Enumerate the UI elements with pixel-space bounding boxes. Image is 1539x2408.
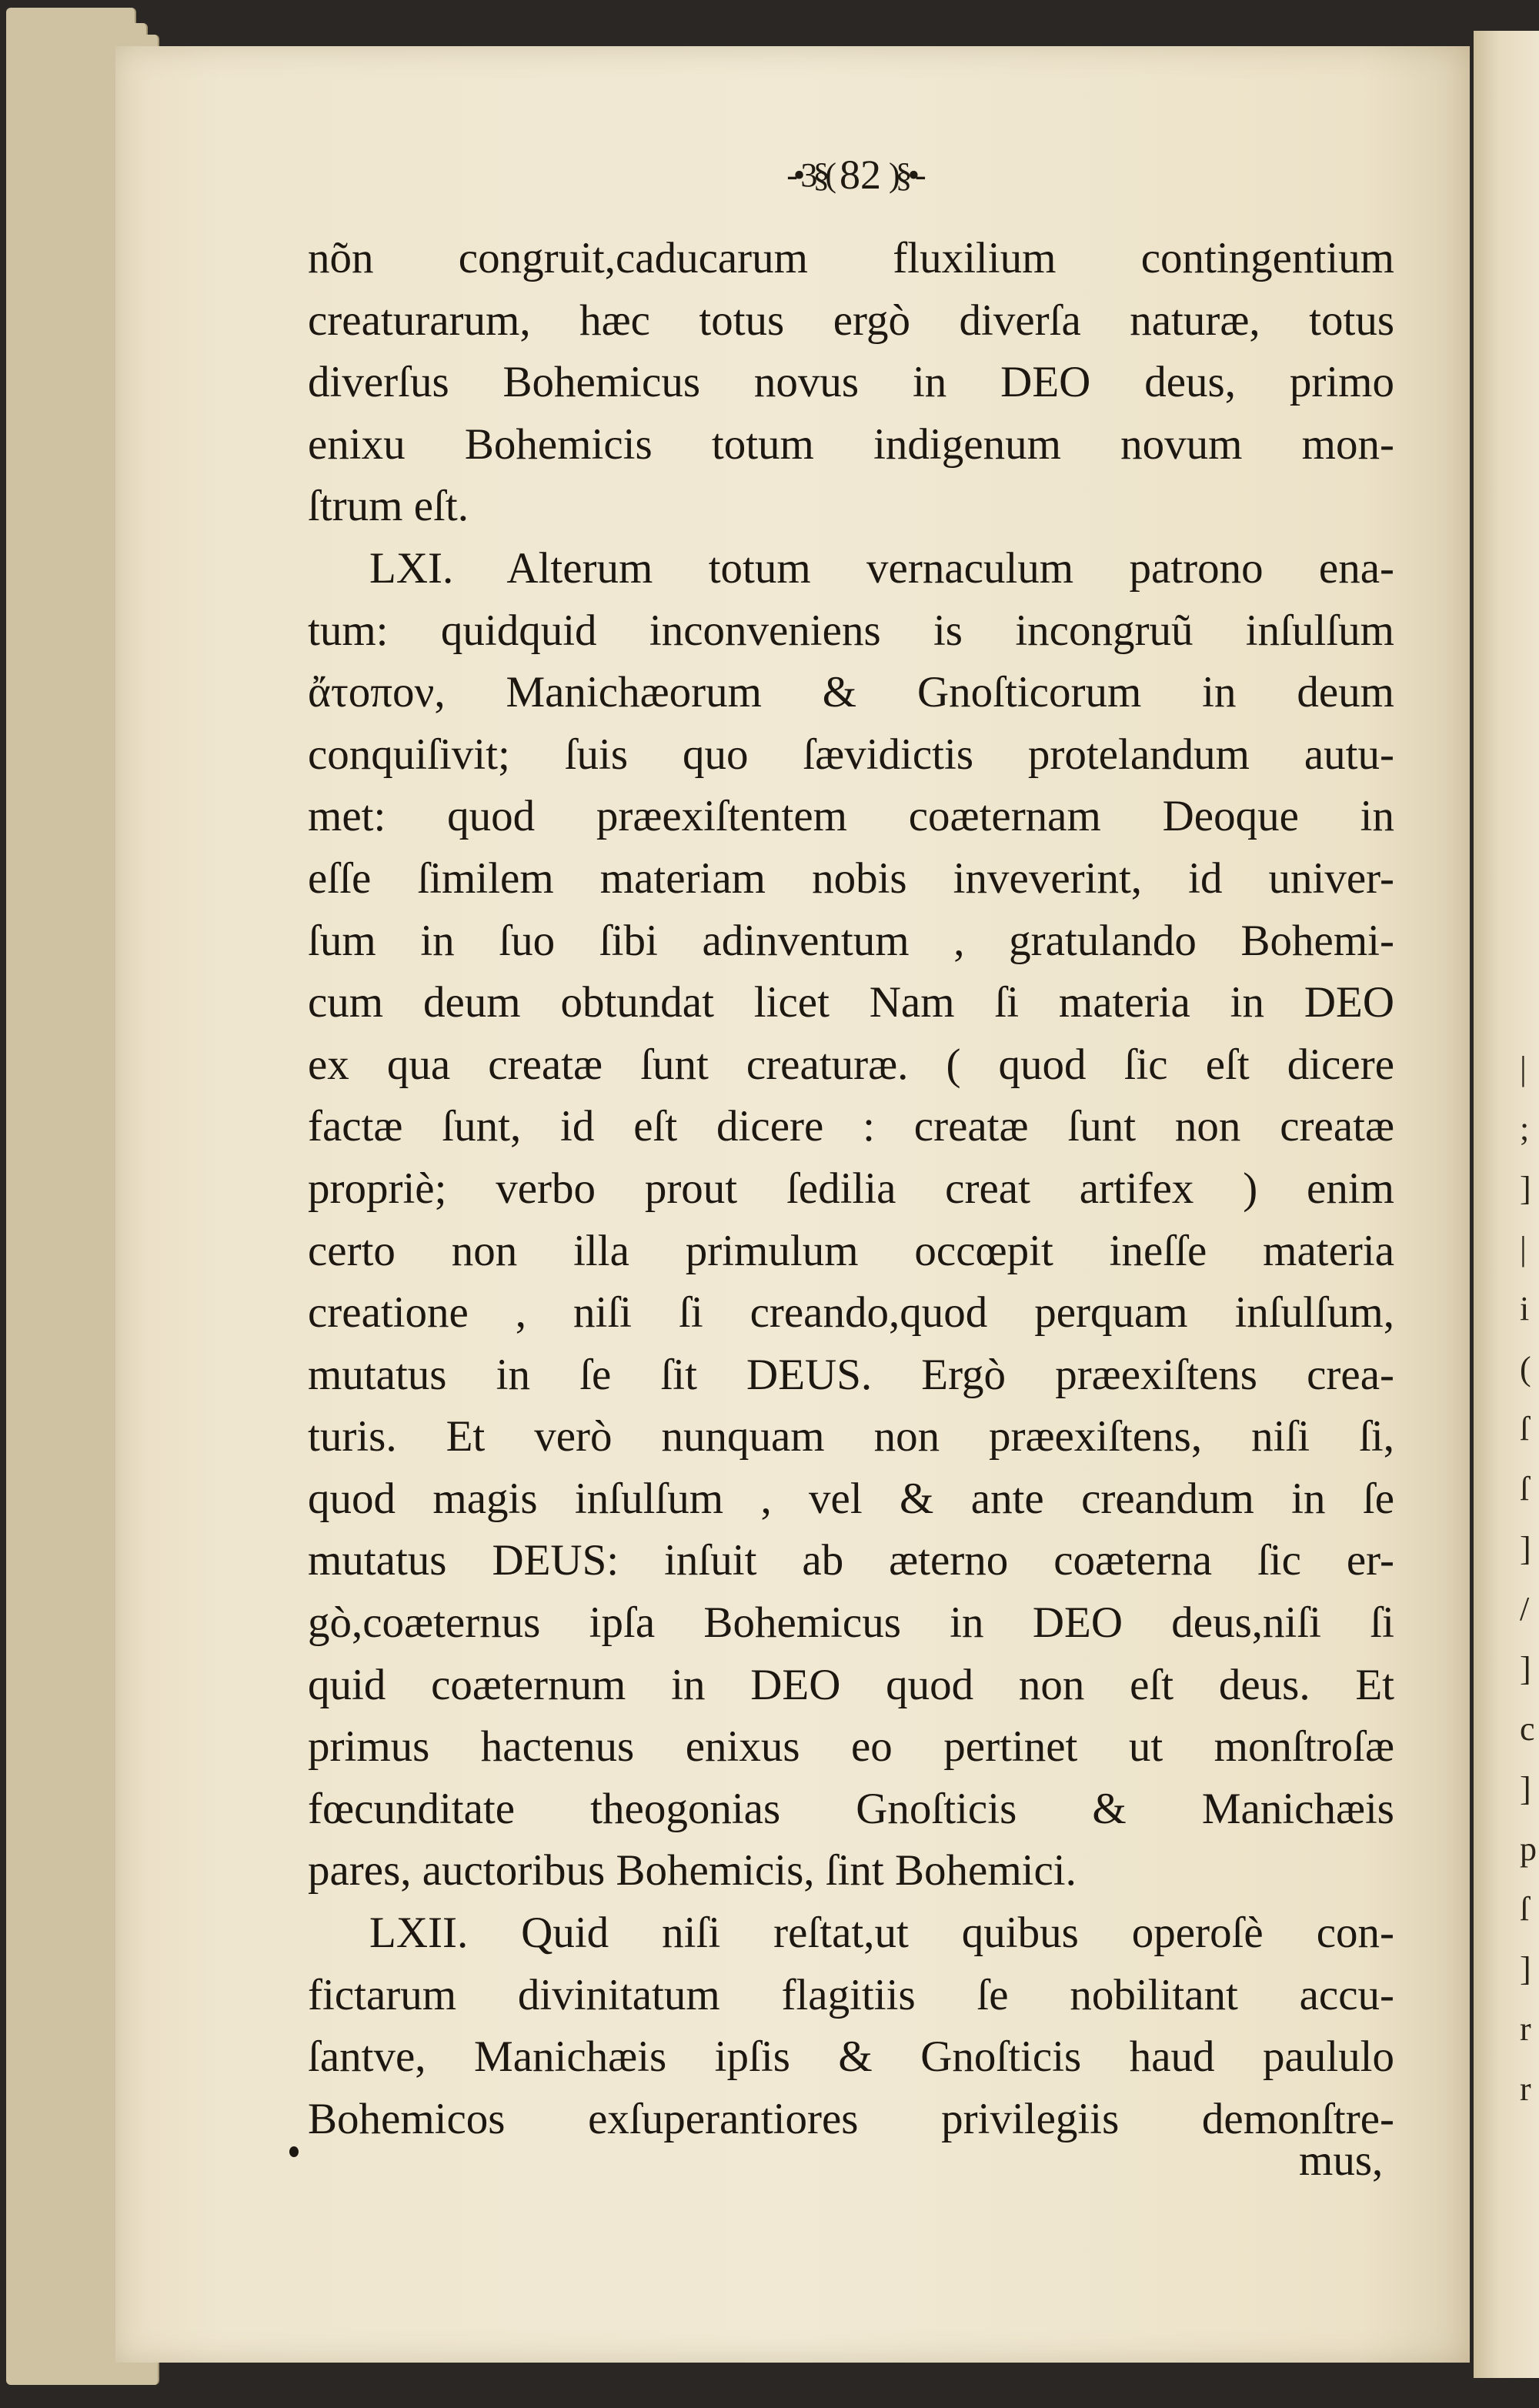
ink-dot (289, 2146, 299, 2157)
facing-page-letter: c (1520, 1710, 1535, 1748)
page-header (693, 148, 1016, 202)
text-line: enixu Bohemicis totum indigenum novum mon- (308, 419, 1394, 469)
facing-page-letter: r (1520, 2070, 1531, 2108)
text-line: fœcunditate theogonias Gnoſticis & Manichæis (308, 1784, 1394, 1833)
facing-page-letter: p (1520, 1830, 1537, 1868)
text-line: LXI. Alterum totum vernaculum patrono ena- (369, 543, 1394, 593)
ornament-right: )§•- (889, 155, 922, 194)
text-line: mutatus in ſe ſit DEUS. Ergò præexiſtens crea- (308, 1350, 1394, 1399)
text-line: certo non illa primulum occœpit ineſſe materia (308, 1226, 1394, 1275)
text-line: factæ ſunt, id eſt dicere : creatæ ſunt non creatæ (308, 1102, 1394, 1151)
facing-page-letter: ] (1520, 1170, 1531, 1207)
facing-page-letter: ] (1520, 1650, 1531, 1688)
text-line: ſtrum eſt. (308, 482, 469, 531)
facing-page-letter: ] (1520, 1950, 1531, 1988)
text-line: tum: quidquid inconveniens is incongruũ inſulſum (308, 606, 1394, 655)
text-line: met: quod præexiſtentem coæternam Deoque in (308, 792, 1394, 841)
facing-page-letter: r (1520, 2010, 1531, 2048)
text-line: gò,coæternus ipſa Bohemicus in DEO deus,niſi ſi (308, 1598, 1394, 1648)
catchword: mus, (1299, 2136, 1384, 2185)
text-line: fictarum divinitatum flagitiis ſe nobilitant accu- (308, 1970, 1394, 2019)
text-line: turis. Et verò nunquam non præexiſtens, niſi ſi, (308, 1412, 1394, 1461)
text-line: ſum in ſuo ſibi adinventum , gratulando Bohemi- (308, 916, 1394, 965)
text-line: ex qua creatæ ſunt creaturæ. ( quod ſic eſt dicere (308, 1040, 1394, 1089)
text-line: quod magis inſulſum , vel & ante creandum in ſe (308, 1474, 1394, 1523)
facing-page-letter: ( (1520, 1350, 1531, 1388)
text-line: creaturarum, hæc totus ergò diverſa naturæ, totus (308, 296, 1394, 345)
text-line: diverſus Bohemicus novus in DEO deus, primo (308, 358, 1394, 407)
text-line: ἄτοπον, Manichæorum & Gnoſticorum in deum (308, 668, 1394, 717)
facing-page-letter: ] (1520, 1530, 1531, 1568)
facing-page-letter: ] (1520, 1770, 1531, 1808)
text-line: propriè; verbo prout ſedilia creat artifex ) enim (308, 1164, 1394, 1213)
facing-page-letter: i (1520, 1290, 1530, 1328)
facing-page-letter: ſ (1520, 1890, 1530, 1928)
facing-page-fragments (1520, 1039, 1539, 2119)
text-line: LXII. Quid niſi reſtat,ut quibus operoſè con- (369, 1909, 1394, 1958)
text-line: ſantve, Manichæis ipſis & Gnoſticis haud paululo (308, 2032, 1394, 2082)
text-line: primus hactenus enixus eo pertinet ut monſtroſæ (308, 1722, 1394, 1772)
text-line: Bohemicos exſuperantiores privilegiis demonſtre- (308, 2094, 1394, 2143)
facing-page-letter: ; (1520, 1110, 1530, 1147)
facing-page-letter: / (1520, 1590, 1530, 1628)
facing-page-letter: ſ (1520, 1410, 1530, 1448)
text-line: mutatus DEUS: inſuit ab æterno coæterna ſic er- (308, 1536, 1394, 1585)
page-number: 82 (840, 152, 881, 198)
text-line: pares, auctoribus Bohemicis, ſint Bohemici. (308, 1846, 1077, 1895)
text-line: creatione , niſi ſi creando,quod perquam inſulſum, (308, 1288, 1394, 1338)
text-line: quid coæternum in DEO quod non eſt deus. Et (308, 1660, 1394, 1709)
text-line: cum deum obtundat licet Nam ſi materia in DEO (308, 978, 1394, 1027)
body-text (308, 228, 1394, 2150)
text-line: eſſe ſimilem materiam nobis inveverint, id univer- (308, 853, 1394, 903)
ornament-left: -•3§( (786, 155, 832, 194)
facing-page-letter: | (1520, 1050, 1527, 1087)
facing-page-letter: ſ (1520, 1470, 1530, 1508)
text-line: nõn congruit,caducarum fluxilium contingentium (308, 234, 1394, 282)
text-line: conquiſivit; ſuis quo ſævidictis protelandum autu- (308, 730, 1394, 779)
facing-page-letter: | (1520, 1230, 1527, 1267)
